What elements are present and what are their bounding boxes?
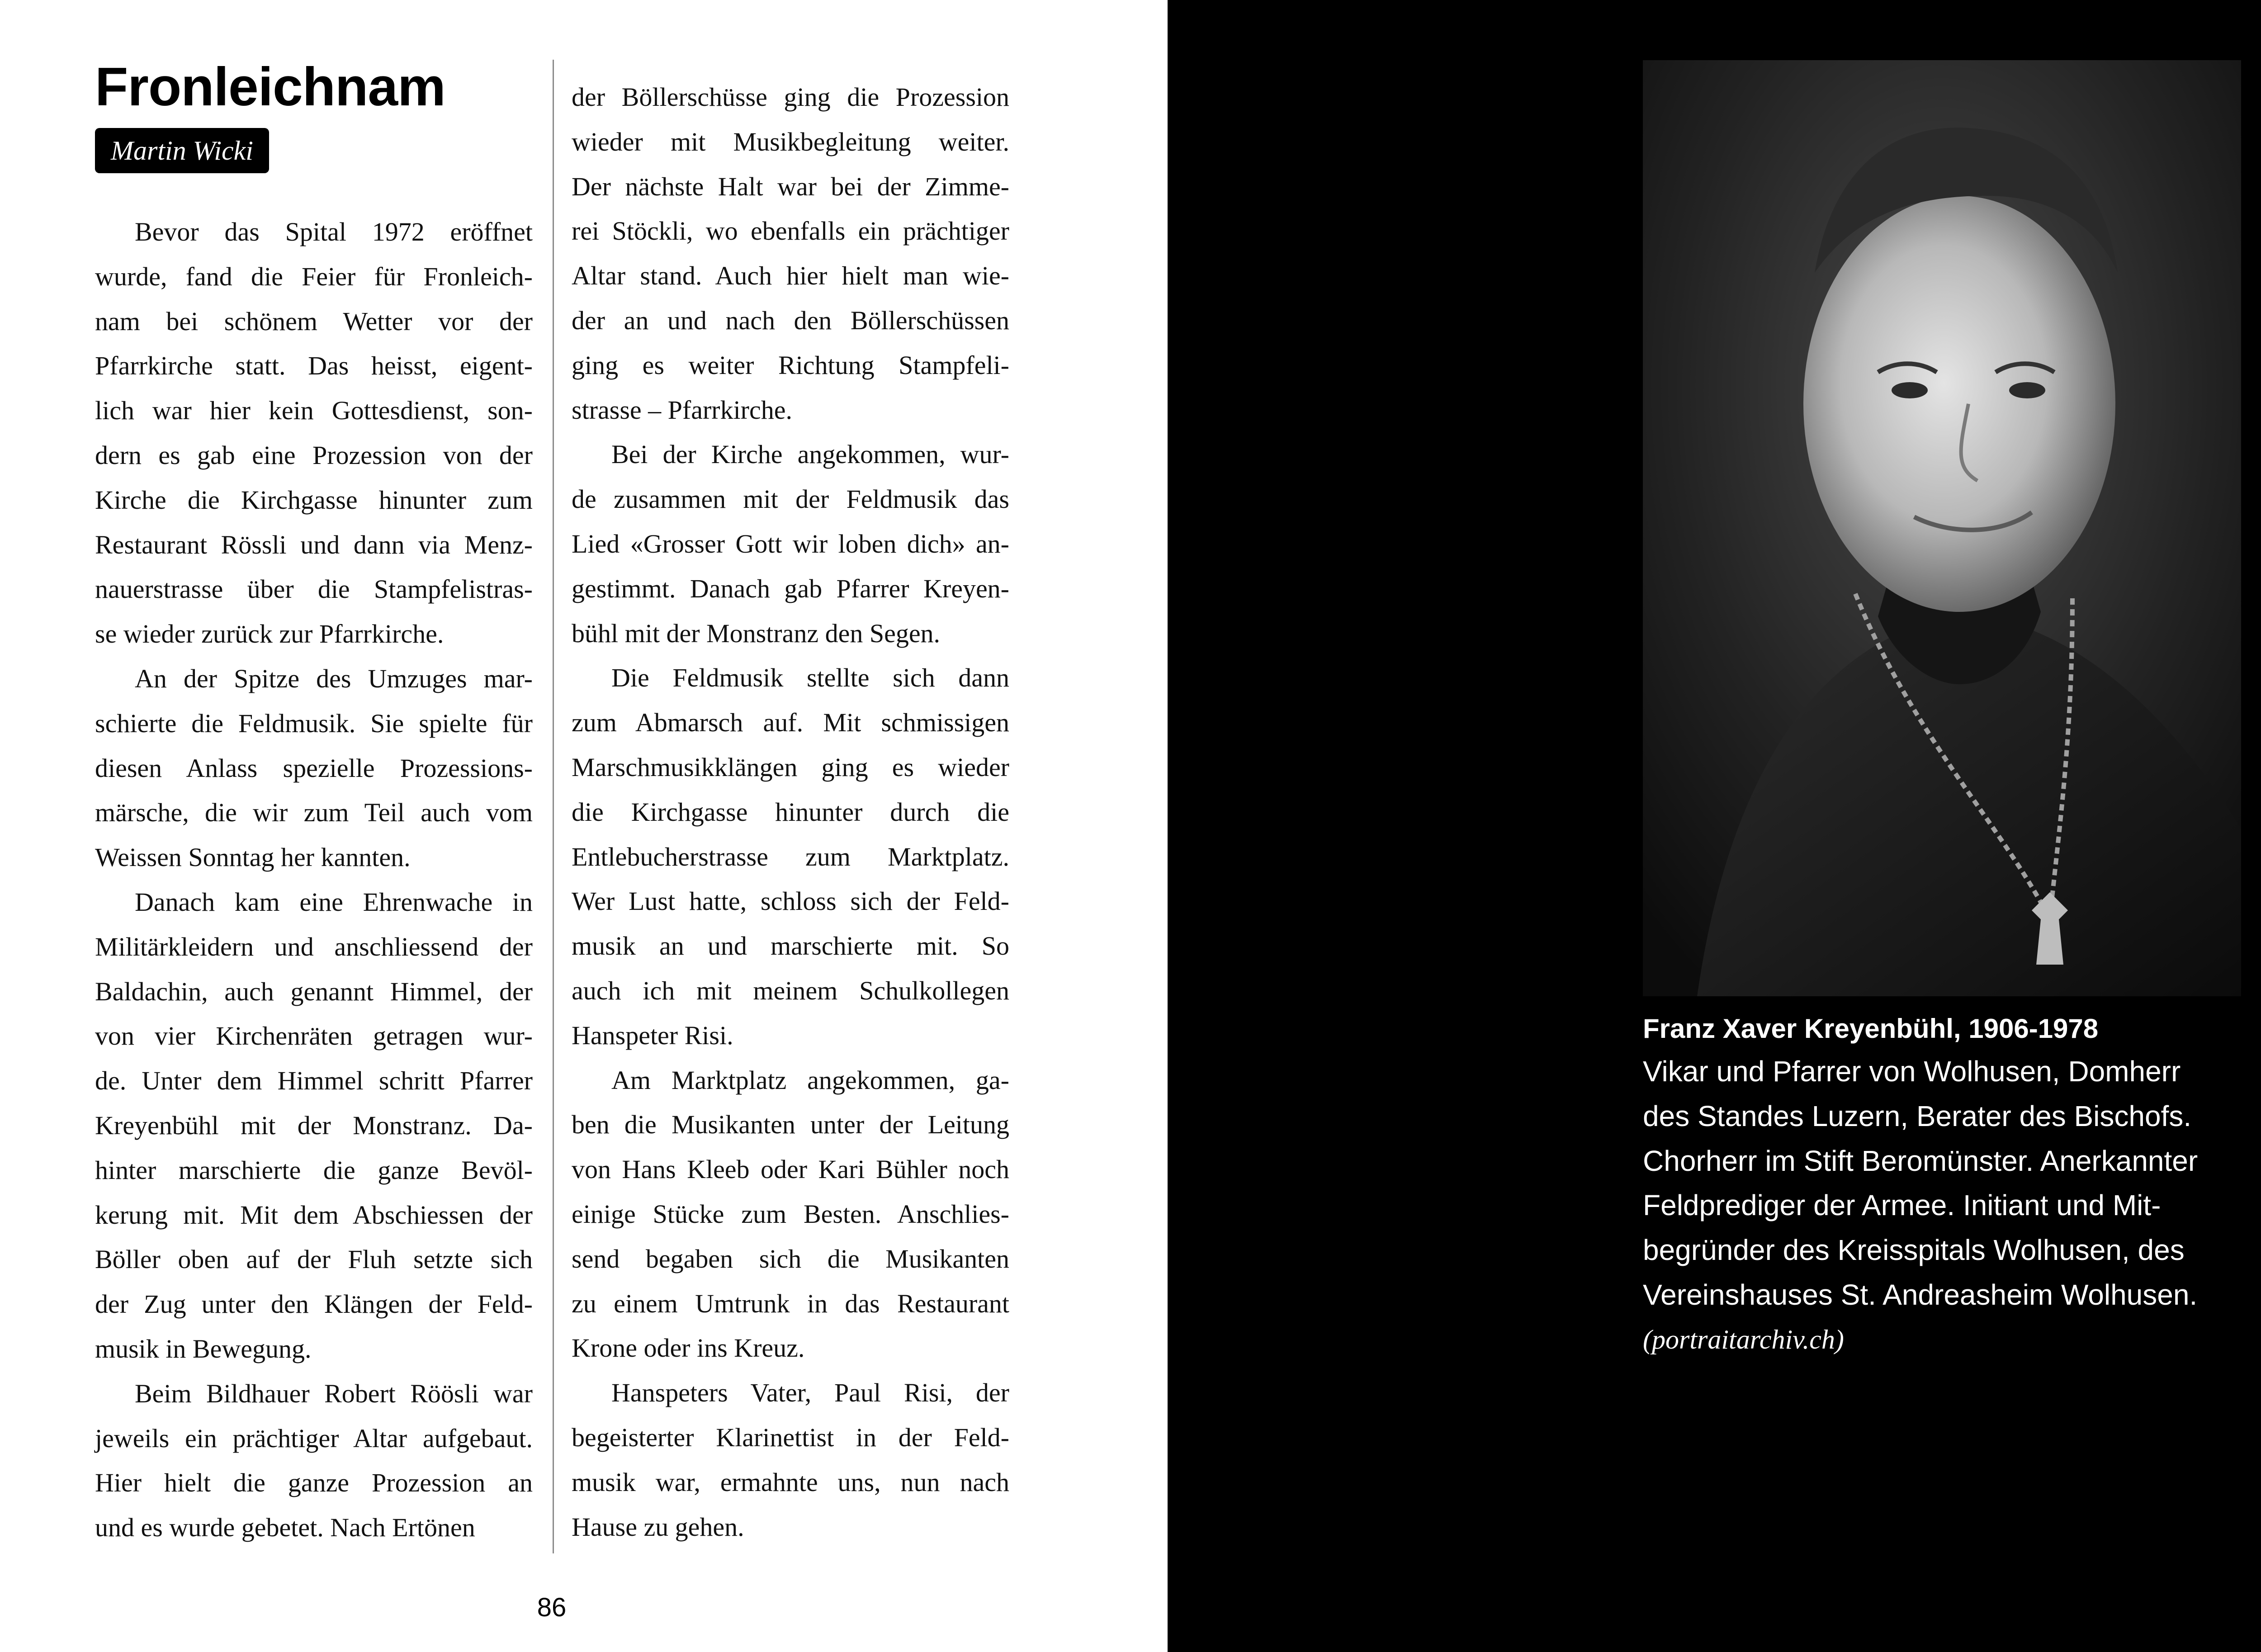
text-line: von vier Kirchenräten getragen wur- xyxy=(95,1021,533,1051)
text-line: zu einem Umtrunk in das Restaurant xyxy=(572,1288,1009,1318)
text-line: kerung mit. Mit dem Abschiessen der xyxy=(95,1200,533,1230)
paragraph xyxy=(95,210,533,657)
text-line: Altar stand. Auch hier hielt man wie- xyxy=(572,261,1009,291)
text-line: strasse – Pfarrkirche. xyxy=(572,395,792,425)
text-line: Die Feldmusik stellte sich dann xyxy=(611,663,1009,693)
text-line: schierte die Feldmusik. Sie spielte für xyxy=(95,708,533,738)
text-column-1 xyxy=(95,210,533,1550)
text-line: lich war hier kein Gottesdienst, son- xyxy=(95,396,533,426)
text-line: se wieder zurück zur Pfarrkirche. xyxy=(95,619,444,649)
caption-line: Feldprediger der Armee. Initiant und Mit- xyxy=(1643,1189,2161,1222)
text-line: begeisterter Klarinettist in der Feld- xyxy=(572,1422,1009,1452)
text-line: einige Stücke zum Besten. Anschlies- xyxy=(572,1199,1009,1229)
text-line: An der Spitze des Umzuges mar- xyxy=(135,663,533,693)
text-line: musik in Bewegung. xyxy=(95,1334,312,1363)
text-line: Kirche die Kirchgasse hinunter zum xyxy=(95,485,533,515)
text-line: Baldachin, auch genannt Himmel, der xyxy=(95,976,533,1006)
text-line: Bevor das Spital 1972 eröffnet xyxy=(135,217,533,246)
text-line: auch ich mit meinem Schulkollegen xyxy=(572,975,1009,1005)
text-line: Kreyenbühl mit der Monstranz. Da- xyxy=(95,1110,533,1140)
text-line: märsche, die wir zum Teil auch vom xyxy=(95,798,533,828)
text-line: nam bei schönem Wetter vor der xyxy=(95,306,533,336)
caption-line: des Standes Luzern, Berater des Bischofs. xyxy=(1643,1099,2192,1132)
text-line: Hier hielt die ganze Prozession an xyxy=(95,1468,533,1498)
text-line: von Hans Kleeb oder Kari Bühler noch xyxy=(572,1155,1009,1184)
page-number: 86 xyxy=(537,1593,567,1622)
text-line: Lied «Grosser Gott wir loben dich» an- xyxy=(572,529,1009,559)
text-line: gestimmt. Danach gab Pfarrer Kreyen- xyxy=(572,573,1009,603)
text-line: Marschmusikklängen ging es wieder xyxy=(572,752,1009,782)
text-line: Hanspeter Risi. xyxy=(572,1020,733,1050)
paragraph xyxy=(95,1372,533,1550)
text-line: musik war, ermahnte uns, nun nach xyxy=(572,1467,1009,1497)
text-line: hinter marschierte die ganze Bevöl- xyxy=(95,1155,533,1185)
text-line: und es wurde gebetet. Nach Ertönen xyxy=(95,1513,475,1543)
text-line: Hause zu gehen. xyxy=(572,1512,744,1542)
article-title: Fronleichnam xyxy=(95,57,445,117)
text-line: de zusammen mit der Feldmusik das xyxy=(572,484,1009,514)
text-line: Wer Lust hatte, schloss sich der Feld- xyxy=(572,886,1009,916)
caption-line: Vikar und Pfarrer von Wolhusen, Domherr xyxy=(1643,1055,2181,1088)
paragraph xyxy=(95,657,533,880)
text-line: dern es gab eine Prozession von der xyxy=(95,440,533,470)
text-line: bühl mit der Monstranz den Segen. xyxy=(572,618,941,648)
text-line: Weissen Sonntag her kannten. xyxy=(95,843,411,872)
text-line: der Zug unter den Klängen der Feld- xyxy=(95,1289,533,1319)
text-line: die Kirchgasse hinunter durch die xyxy=(572,797,1009,827)
text-line: Pfarrkirche statt. Das heisst, eigent- xyxy=(95,351,533,381)
caption-line: Vereinshauses St. Andreasheim Wolhusen. xyxy=(1643,1278,2198,1311)
text-line: der an und nach den Böllerschüssen xyxy=(572,305,1009,335)
paragraph xyxy=(572,432,1009,656)
caption-line: Chorherr im Stift Beromünster. Anerkannter xyxy=(1643,1144,2198,1177)
text-line: Danach kam eine Ehrenwache in xyxy=(135,887,533,917)
text-line: ben die Musikanten unter der Leitung xyxy=(572,1110,1009,1140)
text-line: ging es weiter Richtung Stampfeli- xyxy=(572,350,1009,380)
photo-caption xyxy=(1643,1008,2261,1362)
text-line: Beim Bildhauer Robert Röösli war xyxy=(135,1378,533,1408)
author-badge: Martin Wicki xyxy=(95,128,269,173)
text-line: Entlebucherstrasse zum Marktplatz. xyxy=(572,842,1009,871)
caption-line: begründer des Kreisspitals Wolhusen, des xyxy=(1643,1234,2185,1267)
paragraph xyxy=(572,656,1009,1058)
paragraph xyxy=(572,1058,1009,1371)
text-line: Der nächste Halt war bei der Zimme- xyxy=(572,171,1009,201)
caption-name: Franz Xaver Kreyenbühl, 1906-1978 xyxy=(1643,1013,2099,1044)
text-line: Krone oder ins Kreuz. xyxy=(572,1333,805,1363)
paragraph xyxy=(95,880,533,1372)
text-line: rei Stöckli, wo ebenfalls ein prächtiger xyxy=(572,216,1009,246)
paragraph xyxy=(572,75,1009,432)
text-line: de. Unter dem Himmel schritt Pfarrer xyxy=(95,1066,533,1096)
photo-credit: (portraitarchiv.ch) xyxy=(1643,1324,1844,1354)
text-line: wieder mit Musikbegleitung weiter. xyxy=(572,127,1009,156)
text-line: musik an und marschierte mit. So xyxy=(572,931,1009,961)
text-line: diesen Anlass spezielle Prozessions- xyxy=(95,753,533,783)
text-line: Am Marktplatz angekommen, ga- xyxy=(611,1065,1009,1095)
text-line: Hanspeters Vater, Paul Risi, der xyxy=(611,1378,1009,1408)
text-line: send begaben sich die Musikanten xyxy=(572,1244,1009,1273)
portrait-photo xyxy=(1643,60,2241,996)
text-line: Militärkleidern und anschliessend der xyxy=(95,932,533,961)
column-divider xyxy=(553,60,554,1553)
text-line: nauerstrasse über die Stampfelistras- xyxy=(95,574,533,604)
text-line: Böller oben auf der Fluh setzte sich xyxy=(95,1245,533,1274)
text-line: wurde, fand die Feier für Fronleich- xyxy=(95,261,533,291)
paragraph xyxy=(572,1371,1009,1549)
text-line: Bei der Kirche angekommen, wur- xyxy=(611,440,1009,469)
text-line: Restaurant Rössli und dann via Menz- xyxy=(95,530,533,559)
text-line: der Böllerschüsse ging die Prozession xyxy=(572,82,1009,112)
text-line: jeweils ein prächtiger Altar aufgebaut. xyxy=(95,1423,533,1453)
text-column-2 xyxy=(572,75,1009,1549)
text-line: zum Abmarsch auf. Mit schmissigen xyxy=(572,708,1009,738)
